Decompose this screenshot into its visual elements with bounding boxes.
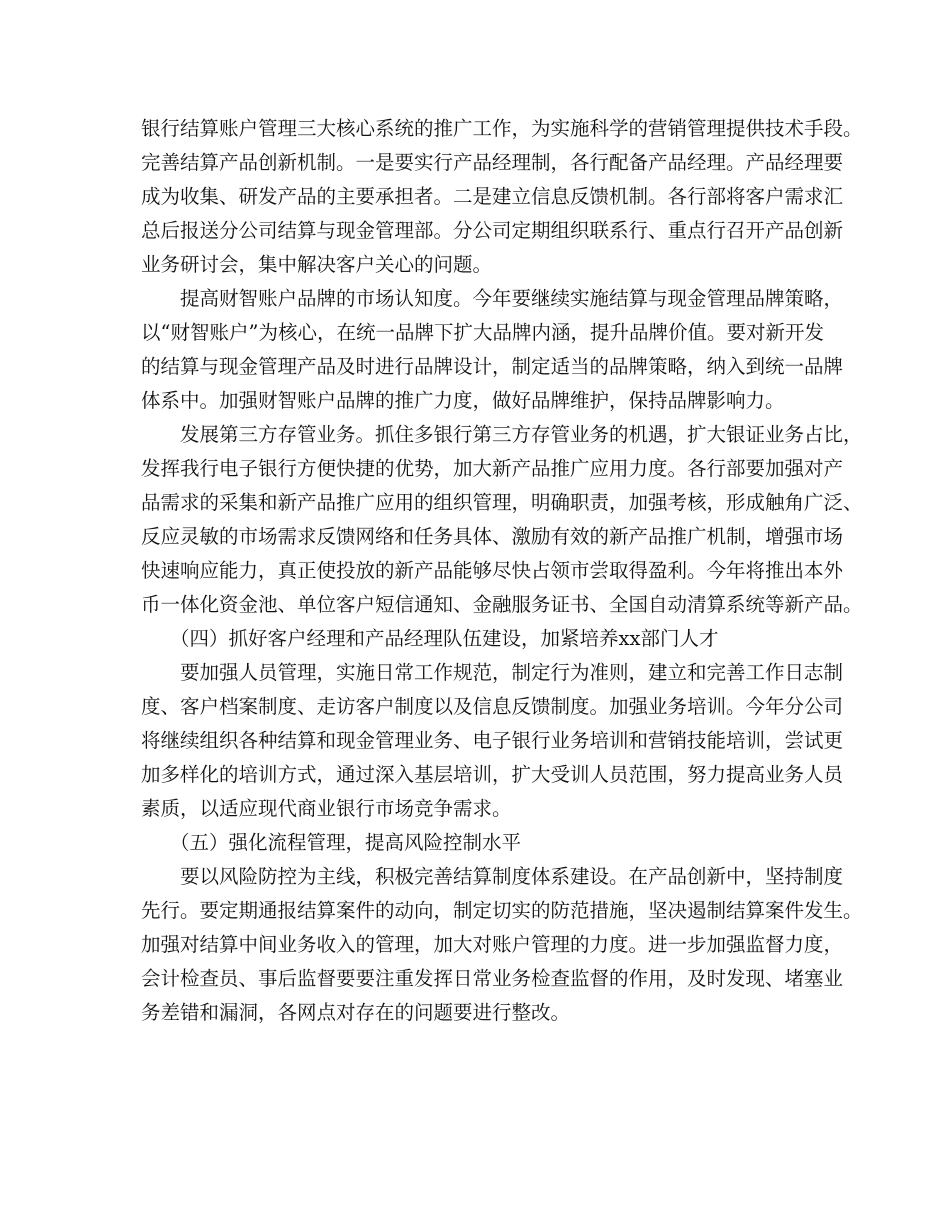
text-line: 将继续组织各种结算和现金管理业务、电子银行业务培训和营销技能培训，尝试更	[141, 729, 844, 752]
text-line: 完善结算产品创新机制。一是要实行产品经理制，各行配备产品经理。产品经理要	[141, 151, 844, 174]
text-line: 加多样化的培训方式，通过深入基层培训，扩大受训人员范围，努力提高业务人员	[141, 763, 844, 786]
text-line: 先行。要定期通报结算案件的动向，制定切实的防范措施，坚决遏制结算案件发生。	[141, 899, 863, 922]
text-line: 币一体化资金池、单位客户短信通知、金融服务证书、全国自动清算系统等新产品。	[141, 593, 863, 616]
text-line: 品需求的采集和新产品推广应用的组织管理，明确职责，加强考核，形成触角广泛、	[141, 491, 863, 514]
text-line: 反应灵敏的市场需求反馈网络和任务具体、激励有效的新产品推广机制，增强市场	[141, 525, 844, 548]
text-line: 银行结算账户管理三大核心系统的推广工作，为实施科学的营销管理提供技术手段。	[141, 117, 863, 140]
text-line: 快速响应能力，真正使投放的新产品能够尽快占领市尝取得盈利。今年将推出本外	[141, 559, 844, 582]
text-line: 度、客户档案制度、走访客户制度以及信息反馈制度。加强业务培训。今年分公司	[141, 695, 844, 718]
text-line: 成为收集、研发产品的主要承担者。二是建立信息反馈机制。各行部将客户需求汇	[141, 185, 844, 208]
document-body	[141, 112, 863, 1030]
section-heading: （五）强化流程管理，提高风险控制水平	[170, 831, 522, 854]
paragraph-first-line: 要以风险防控为主线，积极完善结算制度体系建设。在产品创新中，坚持制度	[180, 865, 844, 888]
paragraph-first-line: 要加强人员管理，实施日常工作规范，制定行为准则，建立和完善工作日志制	[180, 661, 844, 684]
section-heading: （四）抓好客户经理和产品经理队伍建设，加紧培养xx部门人才	[170, 627, 719, 650]
text-line: 加强对结算中间业务收入的管理，加大对账户管理的力度。进一步加强监督力度，	[141, 933, 844, 956]
text-line: 会计检查员、事后监督要要注重发挥日常业务检查监督的作用，及时发现、堵塞业	[141, 967, 844, 990]
text-line: 以“财智账户”为核心，在统一品牌下扩大品牌内涵，提升品牌价值。要对新开发	[141, 321, 824, 344]
paragraph-first-line: 提高财智账户品牌的市场认知度。今年要继续实施结算与现金管理品牌策略，	[180, 287, 844, 310]
text-line: 业务研讨会，集中解决客户关心的问题。	[141, 253, 493, 276]
text-line: 总后报送分公司结算与现金管理部。分公司定期组织联系行、重点行召开产品创新	[141, 219, 844, 242]
text-line: 素质，以适应现代商业银行市场竞争需求。	[141, 797, 512, 820]
text-line: 务差错和漏洞，各网点对存在的问题要进行整改。	[141, 1001, 571, 1024]
text-line: 体系中。加强财智账户品牌的推广力度，做好品牌维护，保持品牌影响力。	[141, 389, 785, 412]
text-line: 发挥我行电子银行方便快捷的优势，加大新产品推广应用力度。各行部要加强对产	[141, 457, 844, 480]
text-line: 的结算与现金管理产品及时进行品牌设计，制定适当的品牌策略，纳入到统一品牌	[141, 355, 844, 378]
paragraph-first-line: 发展第三方存管业务。抓住多银行第三方存管业务的机遇，扩大银证业务占比，	[180, 423, 863, 446]
